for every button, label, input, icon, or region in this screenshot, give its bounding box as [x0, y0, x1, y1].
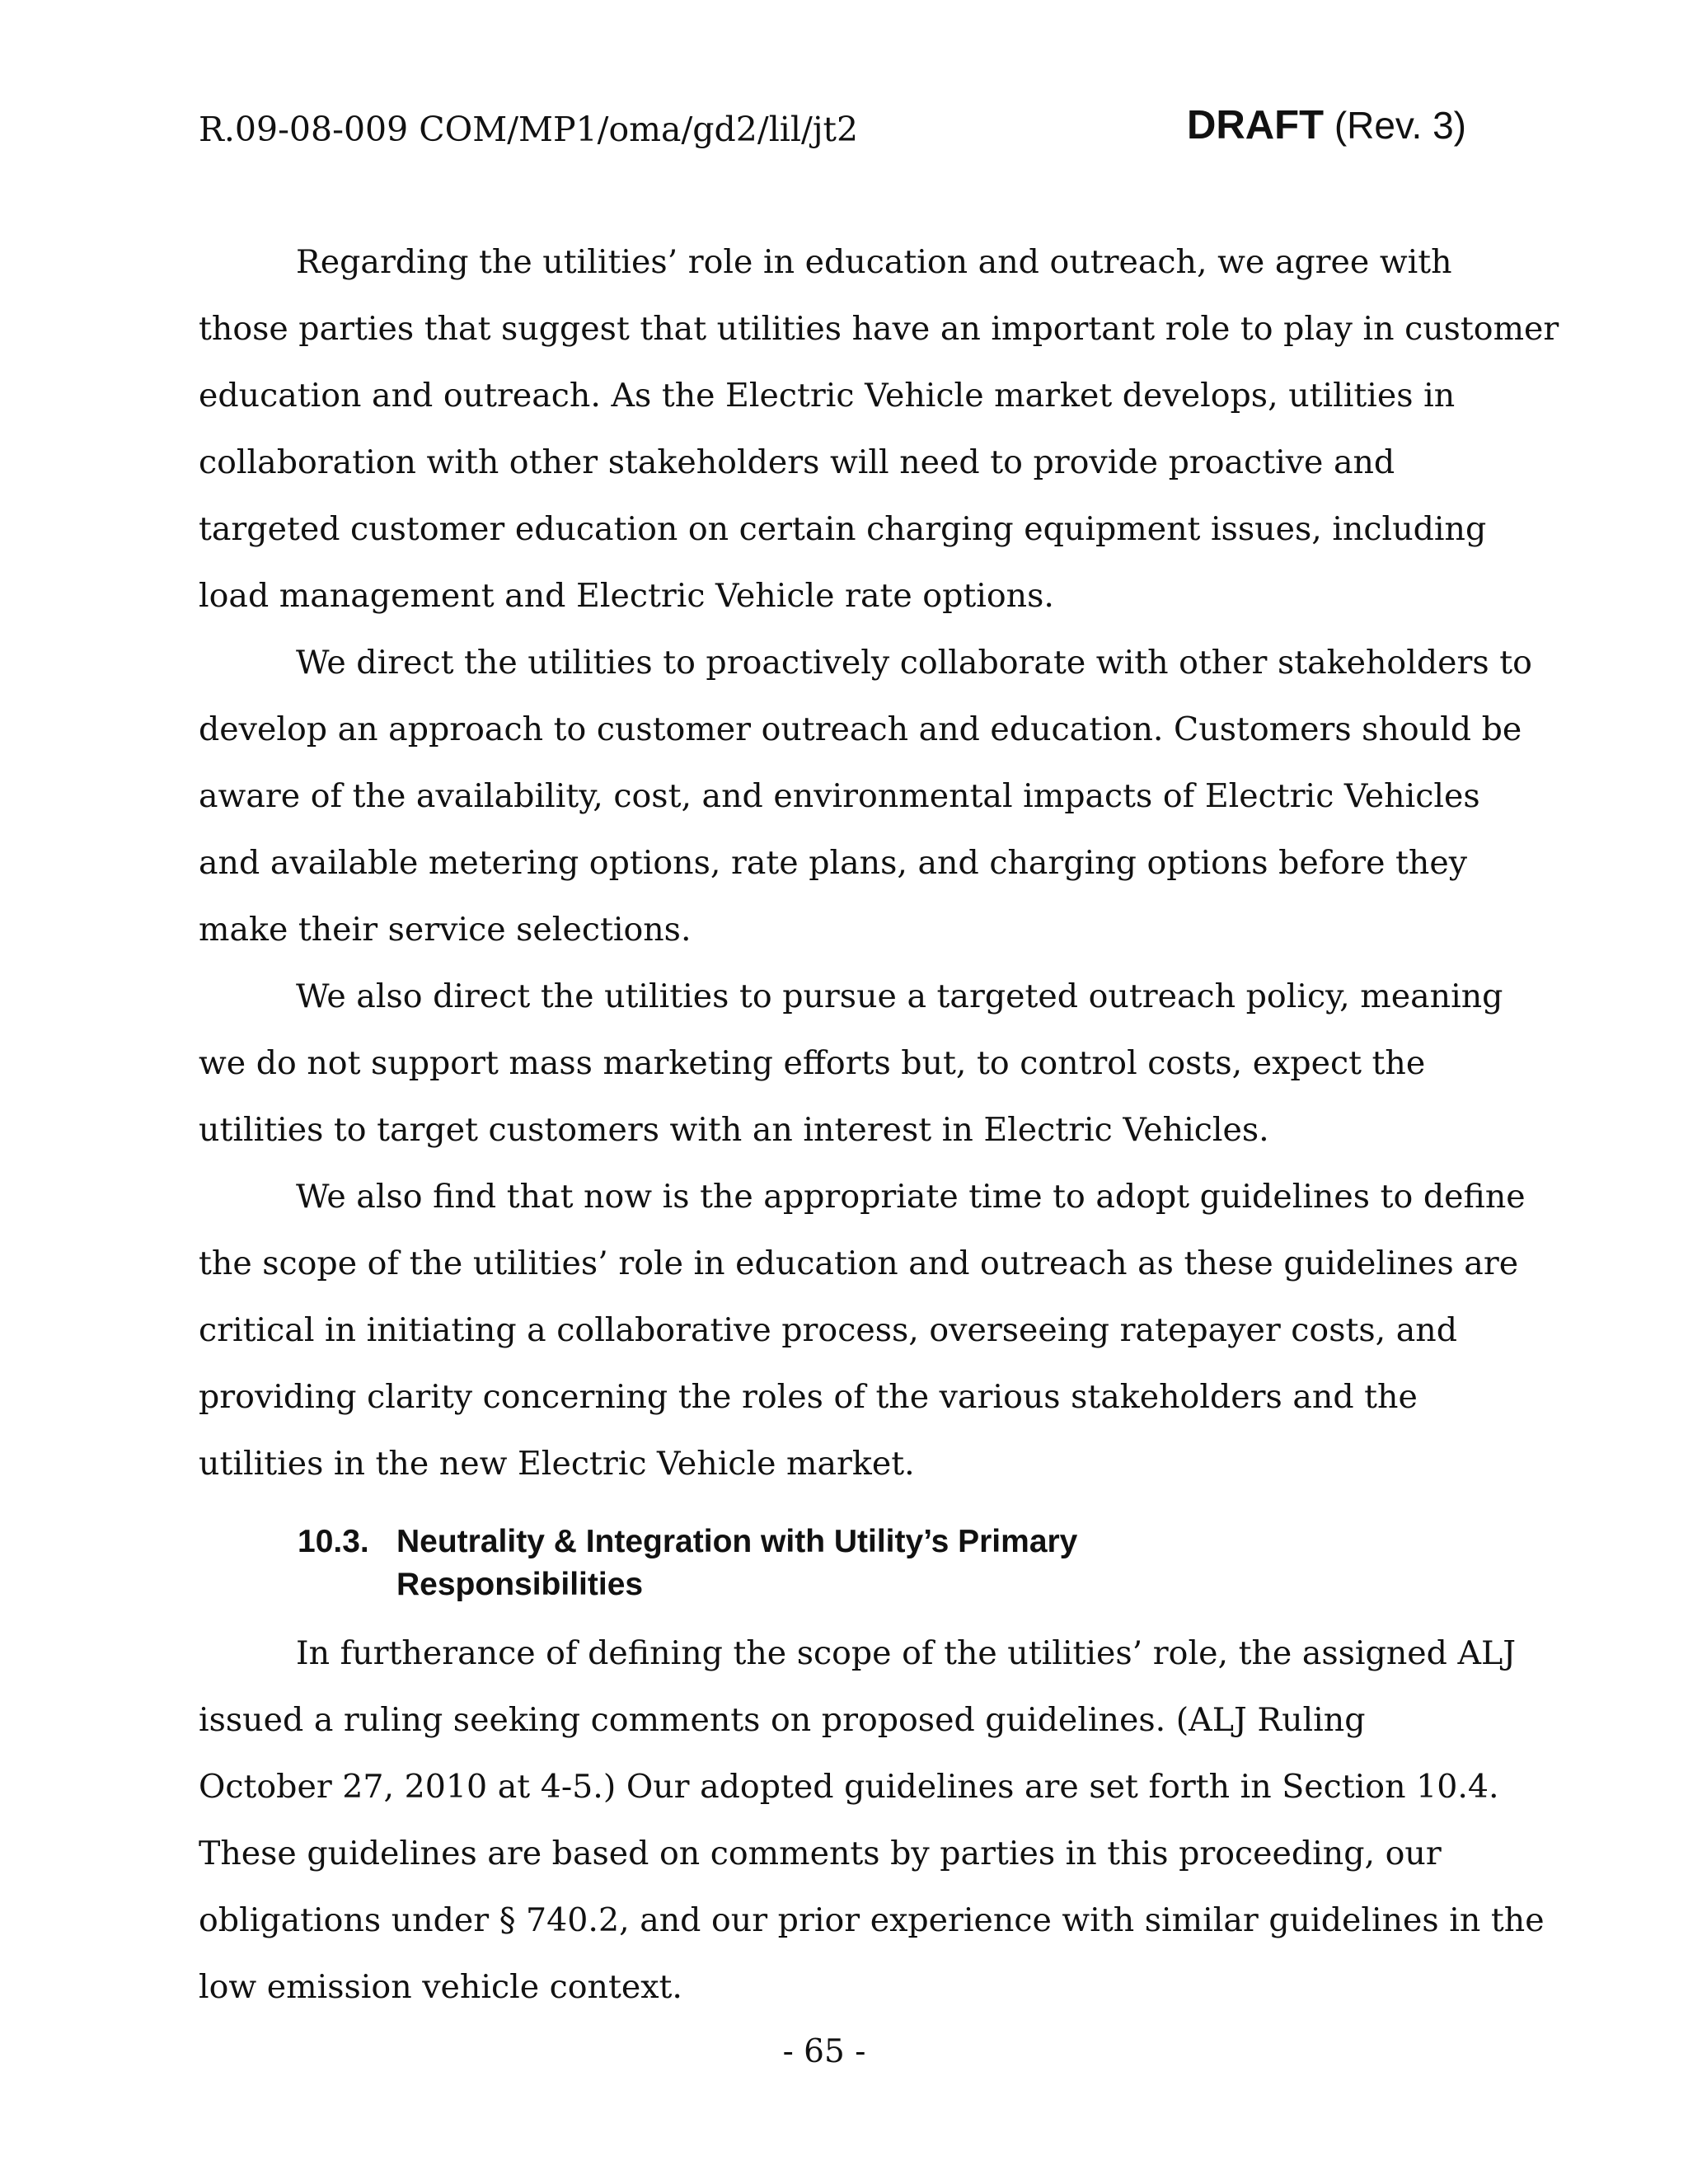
text-line: October 27, 2010 at 4-5.) Our adopted guidelines are set forth in Section 10.4.	[199, 1768, 1499, 1806]
text-line: and available metering options, rate plans, and charging options before they	[199, 844, 1468, 882]
draft-header	[1187, 101, 1466, 150]
text-line: We also direct the utilities to pursue a targeted outreach policy, meaning	[296, 977, 1503, 1015]
text-line: utilities to target customers with an interest in Electric Vehicles.	[199, 1111, 1269, 1149]
text-line: develop an approach to customer outreach and education. Customers should be	[199, 710, 1522, 748]
text-line: critical in initiating a collaborative process, overseeing ratepayer costs, and	[199, 1311, 1457, 1349]
text-line: We also find that now is the appropriate time to adopt guidelines to define	[296, 1178, 1526, 1216]
section-title-line2: Responsibilities	[396, 1567, 644, 1602]
text-line: low emission vehicle context.	[199, 1968, 682, 2006]
paragraph	[199, 630, 1532, 963]
section-title-line1: Neutrality & Integration with Utility’s Primary	[396, 1524, 1078, 1559]
docket-header: R.09-08-009 COM/MP1/oma/gd2/lil/jt2	[199, 110, 859, 149]
text-line: obligations under § 740.2, and our prior experience with similar guidelines in the	[199, 1901, 1545, 1939]
page-number: - 65 -	[782, 2033, 866, 2070]
text-line: those parties that suggest that utilities have an important role to play in customer	[199, 310, 1559, 348]
paragraph	[199, 229, 1559, 630]
text-line: issued a ruling seeking comments on proposed guidelines. (ALJ Ruling	[199, 1701, 1366, 1739]
text-line: Regarding the utilities’ role in education and outreach, we agree with	[296, 243, 1452, 281]
text-line: These guidelines are based on comments by parties in this proceeding, our	[199, 1835, 1442, 1872]
paragraph	[199, 1164, 1526, 1497]
text-line: providing clarity concerning the roles of the various stakeholders and the	[199, 1378, 1418, 1416]
draft-label: DRAFT	[1187, 103, 1325, 148]
text-line: load management and Electric Vehicle rate options.	[199, 577, 1054, 615]
text-line: We direct the utilities to proactively collaborate with other stakeholders to	[296, 644, 1532, 682]
text-line: In furtherance of defining the scope of the utilities’ role, the assigned ALJ	[296, 1634, 1517, 1672]
body-text-section	[199, 1620, 1545, 2021]
text-line: collaboration with other stakeholders will need to provide proactive and	[199, 443, 1395, 481]
body-text-main	[199, 229, 1559, 1497]
text-line: aware of the availability, cost, and environmental impacts of Electric Vehicles	[199, 777, 1480, 815]
paragraph	[199, 1620, 1545, 2021]
section-heading	[298, 1521, 1077, 1606]
text-line: the scope of the utilities’ role in education and outreach as these guidelines are	[199, 1244, 1519, 1282]
text-line: make their service selections.	[199, 911, 692, 949]
text-line: utilities in the new Electric Vehicle market.	[199, 1445, 915, 1483]
section-number: 10.3.	[298, 1524, 369, 1559]
text-line: education and outreach. As the Electric Vehicle market develops, utilities in	[199, 377, 1456, 415]
text-line: targeted customer education on certain charging equipment issues, including	[199, 510, 1487, 548]
text-line: we do not support mass marketing efforts but, to control costs, expect the	[199, 1044, 1426, 1082]
paragraph	[199, 963, 1501, 1164]
revision-label: (Rev. 3)	[1334, 104, 1466, 147]
